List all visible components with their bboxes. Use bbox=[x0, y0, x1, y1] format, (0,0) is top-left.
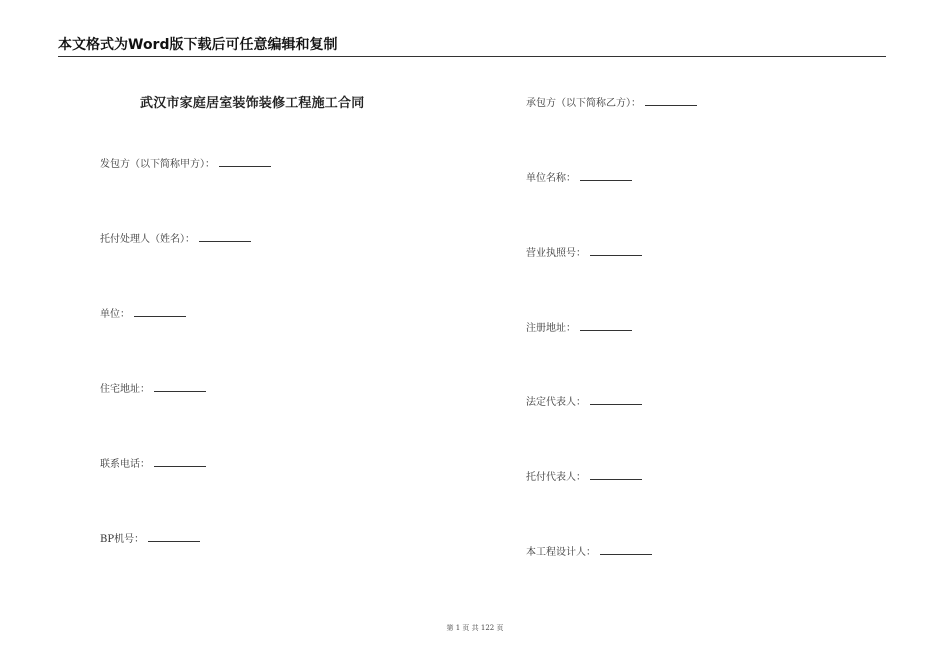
fill-in-line[interactable] bbox=[590, 394, 642, 405]
field-label: 单位： bbox=[100, 309, 130, 320]
fill-in-line[interactable] bbox=[154, 456, 206, 467]
field-label: 法定代表人： bbox=[526, 397, 586, 408]
fill-in-line[interactable] bbox=[199, 231, 251, 242]
field-party-b bbox=[526, 94, 697, 109]
field-legal-representative bbox=[526, 393, 642, 408]
field-phone bbox=[100, 455, 206, 470]
fill-in-line[interactable] bbox=[590, 245, 642, 256]
fill-in-line[interactable] bbox=[645, 95, 697, 106]
field-label: 注册地址： bbox=[526, 323, 576, 334]
field-agent-name bbox=[100, 230, 251, 245]
field-party-a bbox=[100, 155, 271, 170]
field-label: 联系电话： bbox=[100, 459, 150, 470]
field-bp-number bbox=[100, 530, 200, 545]
field-residence-address bbox=[100, 380, 206, 395]
fill-in-line[interactable] bbox=[580, 320, 632, 331]
fill-in-line[interactable] bbox=[154, 381, 206, 392]
field-label: 单位名称： bbox=[526, 173, 576, 184]
page-number: 第 1 页 共 122 页 bbox=[446, 624, 504, 632]
field-label: 本工程设计人： bbox=[526, 547, 596, 558]
field-unit bbox=[100, 305, 186, 320]
field-label: BP机号： bbox=[100, 534, 145, 545]
field-label: 住宅地址： bbox=[100, 384, 150, 395]
fill-in-line[interactable] bbox=[148, 531, 200, 542]
field-label: 营业执照号： bbox=[526, 248, 586, 259]
fill-in-line[interactable] bbox=[600, 544, 652, 555]
fill-in-line[interactable] bbox=[134, 306, 186, 317]
page-footer bbox=[0, 623, 950, 633]
field-project-designer bbox=[526, 543, 652, 558]
field-authorized-representative bbox=[526, 468, 642, 483]
fill-in-line[interactable] bbox=[580, 170, 632, 181]
field-registered-address bbox=[526, 319, 632, 334]
field-label: 发包方（以下简称甲方）： bbox=[100, 159, 215, 170]
field-label: 托付处理人（姓名）： bbox=[100, 234, 195, 245]
fill-in-line[interactable] bbox=[219, 156, 271, 167]
page-header bbox=[58, 34, 886, 57]
fill-in-line[interactable] bbox=[590, 469, 642, 480]
field-company-name bbox=[526, 169, 632, 184]
field-label: 承包方（以下简称乙方）： bbox=[526, 98, 641, 109]
field-business-license bbox=[526, 244, 642, 259]
field-label: 托付代表人： bbox=[526, 472, 586, 483]
header-text: 本文格式为Word版下载后可任意编辑和复制 bbox=[58, 37, 338, 53]
document-title: 武汉市家庭居室装饰装修工程施工合同 bbox=[140, 96, 365, 111]
